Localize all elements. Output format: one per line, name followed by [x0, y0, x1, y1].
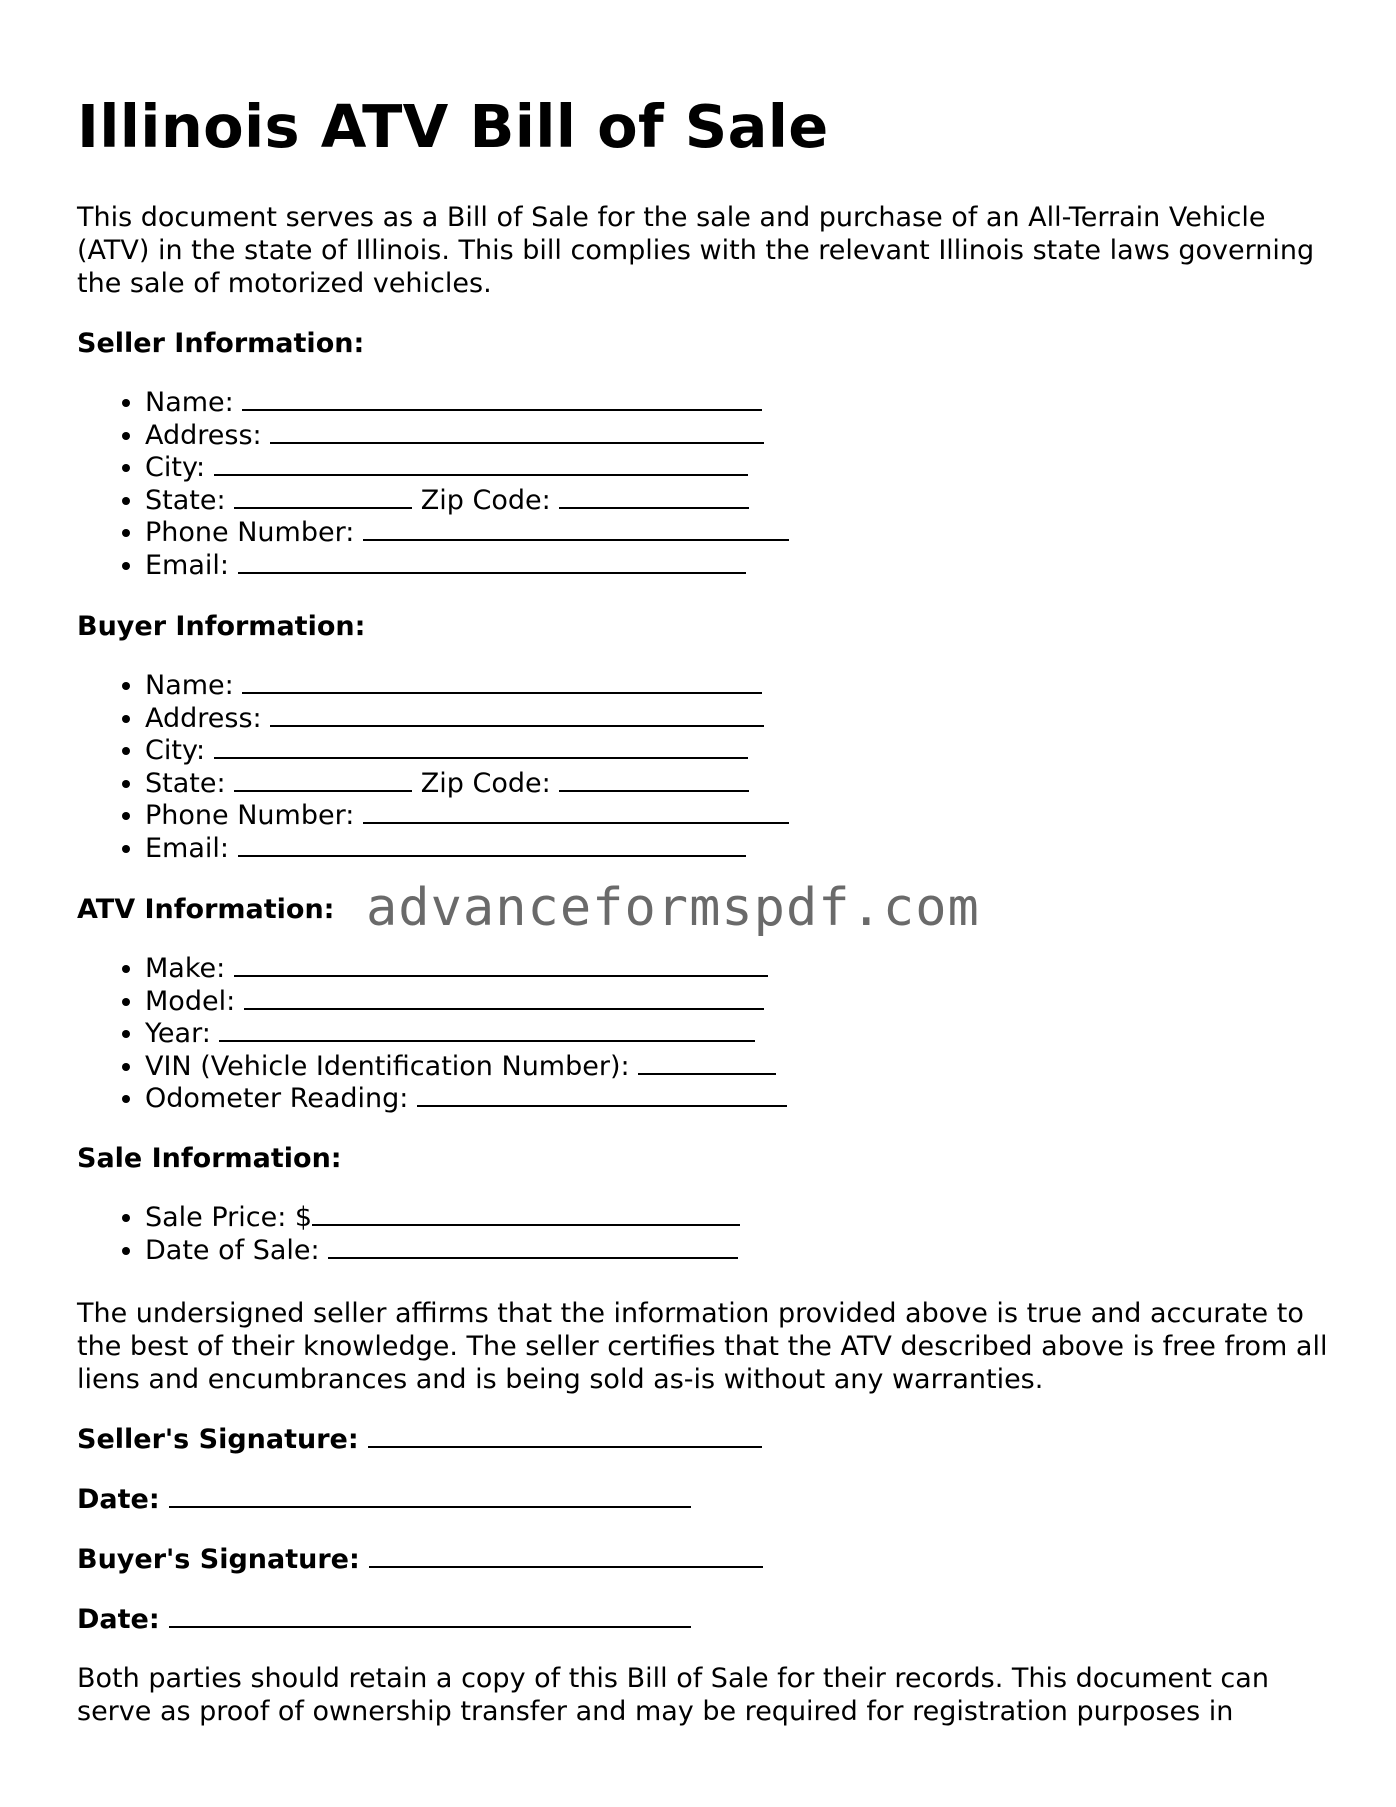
- field-label: Address:: [145, 702, 262, 734]
- seller-heading: Seller Information:: [77, 328, 365, 359]
- buyer-phone-field[interactable]: [145, 800, 789, 833]
- field-label: Phone Number:: [145, 517, 355, 549]
- atv-year-field[interactable]: [145, 1018, 787, 1051]
- blank-line[interactable]: [234, 485, 412, 509]
- blank-line[interactable]: [214, 735, 748, 759]
- field-label: Zip Code:: [420, 767, 551, 799]
- closing-paragraph: Both parties should retain a copy of this Bill of Sale for their records. This document can serve as proof of ownership transfer and may be required for registration purposes in: [77, 1663, 1269, 1727]
- buyer-state-zip-field[interactable]: [145, 768, 789, 801]
- blank-line[interactable]: [169, 1604, 691, 1628]
- buyer-signature-line[interactable]: [77, 1544, 763, 1575]
- field-label: Odometer Reading:: [145, 1083, 409, 1115]
- field-label: Make:: [145, 953, 226, 984]
- field-label: State:: [145, 767, 226, 799]
- seller-state-zip-field[interactable]: [145, 485, 789, 518]
- signature-label: Date:: [77, 1484, 160, 1515]
- buyer-name-field[interactable]: [145, 670, 789, 703]
- blank-line[interactable]: [559, 485, 749, 509]
- watermark: advanceformspdf.com: [366, 878, 980, 938]
- field-label: Phone Number:: [145, 800, 355, 832]
- field-label: Date of Sale:: [145, 1234, 320, 1266]
- field-label: Name:: [145, 670, 234, 701]
- blank-line[interactable]: [238, 833, 746, 857]
- blank-line[interactable]: [328, 1235, 738, 1259]
- seller-address-field[interactable]: [145, 420, 789, 453]
- blank-line[interactable]: [270, 703, 764, 727]
- seller-city-field[interactable]: [145, 452, 789, 485]
- field-label: Year:: [145, 1018, 211, 1050]
- intro-paragraph: This document serves as a Bill of Sale for the sale and purchase of an All-Terrain Vehicle (ATV) in the state of Illinois. This bill complies with the relevant Illinois state laws governing the sale of motorized vehicles.: [77, 202, 1315, 299]
- seller-date-line[interactable]: [77, 1484, 691, 1515]
- affirmation-paragraph: The undersigned seller affirms that the information provided above is true and accurate to the best of their knowledge. The seller certifies that the ATV described above is free from all liens and encumbrances and is being sold as-is without any warranties.: [77, 1298, 1328, 1395]
- blank-line[interactable]: [169, 1484, 691, 1508]
- buyer-city-field[interactable]: [145, 735, 789, 768]
- sale-price-field[interactable]: [145, 1202, 740, 1235]
- blank-line[interactable]: [363, 517, 789, 541]
- blank-line[interactable]: [242, 387, 762, 411]
- blank-line[interactable]: [238, 550, 746, 574]
- blank-line[interactable]: [312, 1202, 740, 1226]
- signature-label: Date:: [77, 1604, 160, 1635]
- field-label: Model:: [145, 985, 236, 1017]
- buyer-email-field[interactable]: [145, 833, 789, 866]
- sale-date-field[interactable]: [145, 1235, 740, 1268]
- page-title: Illinois ATV Bill of Sale: [77, 92, 829, 161]
- blank-line[interactable]: [559, 768, 749, 792]
- buyer-fields: [77, 670, 789, 866]
- signature-label: Buyer's Signature:: [77, 1544, 360, 1575]
- blank-line[interactable]: [363, 800, 789, 824]
- seller-phone-field[interactable]: [145, 517, 789, 550]
- buyer-heading: Buyer Information:: [77, 611, 366, 642]
- atv-fields: [77, 953, 787, 1116]
- field-label: Sale Price: $: [145, 1202, 313, 1233]
- buyer-date-line[interactable]: [77, 1604, 691, 1635]
- signature-label: Seller's Signature:: [77, 1424, 359, 1455]
- field-label: VIN (Vehicle Identification Number):: [145, 1050, 630, 1082]
- field-label: Email:: [145, 832, 230, 864]
- field-label: City:: [145, 452, 206, 484]
- field-label: State:: [145, 484, 226, 516]
- field-label: Zip Code:: [420, 484, 551, 516]
- seller-email-field[interactable]: [145, 550, 789, 583]
- seller-fields: [77, 387, 789, 583]
- blank-line[interactable]: [417, 1083, 787, 1107]
- sale-heading: Sale Information:: [77, 1143, 342, 1174]
- atv-heading: ATV Information:: [77, 894, 335, 925]
- buyer-address-field[interactable]: [145, 703, 789, 736]
- blank-line[interactable]: [244, 986, 764, 1010]
- field-label: City:: [145, 735, 206, 767]
- atv-make-field[interactable]: [145, 953, 787, 986]
- atv-odometer-field[interactable]: [145, 1083, 787, 1116]
- blank-line[interactable]: [214, 452, 748, 476]
- seller-signature-line[interactable]: [77, 1424, 762, 1455]
- blank-line[interactable]: [234, 768, 412, 792]
- blank-line[interactable]: [270, 420, 764, 444]
- blank-line[interactable]: [369, 1544, 763, 1568]
- field-label: Email:: [145, 549, 230, 581]
- blank-line[interactable]: [234, 953, 768, 977]
- blank-line[interactable]: [368, 1424, 762, 1448]
- atv-model-field[interactable]: [145, 986, 787, 1019]
- blank-line[interactable]: [219, 1018, 755, 1042]
- blank-line[interactable]: [638, 1051, 776, 1075]
- atv-vin-field[interactable]: [145, 1051, 787, 1084]
- seller-name-field[interactable]: [145, 387, 789, 420]
- blank-line[interactable]: [242, 670, 762, 694]
- field-label: Name:: [145, 387, 234, 418]
- field-label: Address:: [145, 419, 262, 451]
- sale-fields: [77, 1202, 740, 1267]
